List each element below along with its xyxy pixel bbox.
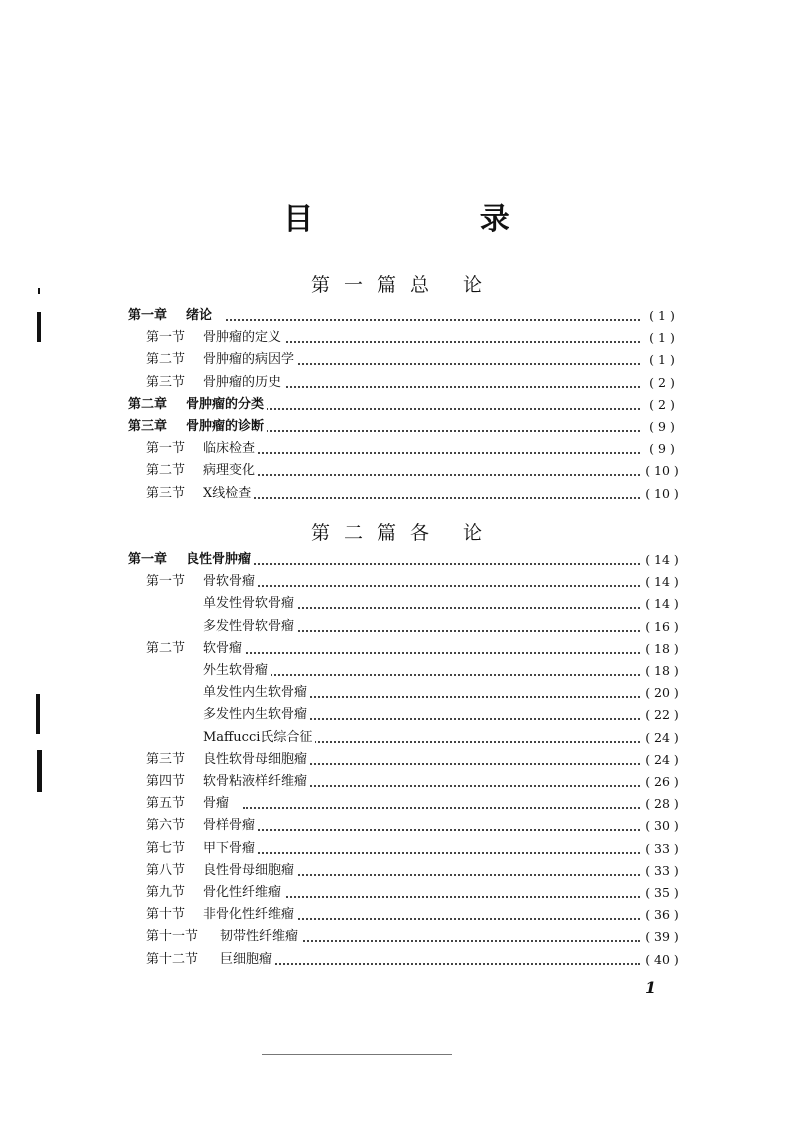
toc-entry[interactable]: [0, 438, 793, 460]
toc-entry-label: 第三章: [128, 419, 168, 434]
toc-entry-page: ( 26 ): [645, 774, 679, 789]
toc-entry-page: ( 36 ): [645, 907, 679, 923]
toc-entry[interactable]: [0, 549, 793, 571]
toc-entry[interactable]: [0, 682, 793, 704]
toc-entry-page: ( 9 ): [649, 441, 675, 457]
toc-leader-dots: [226, 430, 640, 432]
toc-entry-label: 第九节: [146, 885, 186, 900]
toc-leader-dots: [243, 918, 640, 920]
toc-entry-label: 第一节: [146, 441, 186, 457]
toc-entry-label: 第二节: [146, 352, 186, 368]
toc-entry-title: 骨化性纤维瘤: [203, 882, 284, 904]
toc-entry[interactable]: [0, 305, 793, 327]
toc-entry-title: 多发性内生软骨瘤: [203, 704, 310, 726]
toc-entry-title: 临床检查: [203, 438, 258, 460]
toc-entry-title: 病理变化: [203, 460, 258, 482]
toc-leader-dots: [243, 585, 640, 587]
toc-entry-title: 骨肿瘤的定义: [203, 327, 284, 349]
toc-leader-dots: [243, 386, 640, 388]
toc-entry-title: 外生软骨瘤: [203, 660, 271, 682]
toc-entry[interactable]: [0, 327, 793, 349]
toc-entry-title: 良性骨肿瘤: [186, 549, 254, 571]
toc-entry-label: 第二节: [146, 640, 186, 656]
toc-entry-title: 骨肿瘤的历史: [203, 372, 284, 394]
toc-leader-dots: [243, 852, 640, 854]
toc-entry-page: ( 33 ): [645, 840, 679, 856]
toc-entry-page: ( 16 ): [645, 618, 679, 634]
toc-entry[interactable]: [0, 727, 793, 749]
toc-entry-label: 第十二节: [146, 951, 199, 967]
toc-entry[interactable]: [0, 749, 793, 771]
toc-entry-label: 第一节: [146, 330, 186, 346]
toc-leader-dots: [226, 408, 640, 410]
toc-entry-page: ( 18 ): [645, 663, 679, 678]
toc-entry[interactable]: [0, 349, 793, 371]
toc-leader-dots: [243, 497, 640, 499]
toc-entry-page: ( 1 ): [649, 330, 675, 346]
toc-entry-page: ( 24 ): [645, 729, 679, 745]
toc-entry-page: ( 2 ): [649, 396, 675, 412]
toc-leader-dots: [243, 652, 640, 654]
toc-entry-page: ( 10 ): [645, 485, 679, 501]
toc-leader-dots: [226, 563, 640, 565]
toc-entry-title: 骨软骨瘤: [203, 571, 258, 593]
toc-leader-dots: [243, 607, 640, 609]
toc-entry-page: ( 30 ): [645, 818, 679, 834]
toc-entry-title: 甲下骨瘤: [203, 838, 258, 860]
toc-entry-title: 韧带性纤维瘤: [220, 926, 301, 948]
scan-mark: [37, 312, 41, 342]
toc-entry-title: X线检查: [203, 483, 254, 505]
toc-entry-page: ( 20 ): [645, 685, 679, 701]
toc-entry-label: 第七节: [146, 840, 186, 856]
toc-entry-title: 非骨化性纤维瘤: [203, 904, 297, 926]
toc-entry-title: 骨瘤: [203, 793, 232, 815]
toc-entry-title: 多发性骨软骨瘤: [203, 616, 297, 638]
toc-entry-title: 骨肿瘤的分类: [186, 394, 267, 416]
toc-entry[interactable]: [0, 815, 793, 837]
toc-entry[interactable]: [0, 593, 793, 615]
toc-entry-page: ( 9 ): [649, 419, 675, 434]
toc-entry-page: ( 28 ): [645, 796, 679, 812]
toc-entry-page: ( 10 ): [645, 463, 679, 479]
toc-entry-title: 良性骨母细胞瘤: [203, 860, 297, 882]
toc-entry-label: 第一章: [128, 552, 168, 567]
page-title: 目 录: [283, 202, 588, 237]
toc-entry-page: ( 39 ): [645, 929, 679, 945]
toc-entry[interactable]: [0, 638, 793, 660]
toc-leader-dots: [260, 940, 640, 942]
toc-entry[interactable]: [0, 838, 793, 860]
toc-entry-label: 第五节: [146, 796, 186, 812]
toc-leader-dots: [243, 630, 640, 632]
toc-entry-page: ( 35 ): [645, 885, 679, 900]
toc-leader-dots: [243, 874, 640, 876]
toc-entry[interactable]: [0, 660, 793, 682]
toc-entry-page: ( 14 ): [645, 574, 679, 590]
toc-entry[interactable]: [0, 616, 793, 638]
toc-entry-label: 第二节: [146, 463, 186, 479]
toc-leader-dots: [243, 363, 640, 365]
toc-entry-label: 第三节: [146, 485, 186, 501]
toc-entry[interactable]: [0, 882, 793, 904]
toc-entry-page: ( 14 ): [645, 552, 679, 567]
toc-leader-dots: [243, 829, 640, 831]
toc-entry-page: ( 40 ): [645, 951, 679, 967]
toc-entry-title: 单发性内生软骨瘤: [203, 682, 310, 704]
toc-entry[interactable]: [0, 793, 793, 815]
toc-entry-label: 第十一节: [146, 929, 199, 945]
toc-entry-title: 单发性骨软骨瘤: [203, 593, 297, 615]
toc-leader-dots: [243, 452, 640, 454]
toc-entry-page: ( 33 ): [645, 862, 679, 878]
toc-leader-dots: [243, 474, 640, 476]
toc-entry[interactable]: [0, 904, 793, 926]
toc-entry[interactable]: [0, 771, 793, 793]
toc-entry-label: 第四节: [146, 774, 186, 789]
toc-leader-dots: [260, 963, 640, 965]
toc-entry-title: 骨肿瘤的诊断: [186, 416, 267, 438]
toc-entry-page: ( 24 ): [645, 751, 679, 767]
toc-entry-label: 第三节: [146, 751, 186, 767]
toc-entry-title: 软骨瘤: [203, 638, 245, 660]
part2-heading: 第二篇各 论: [310, 522, 497, 544]
toc-entry-label: 第三节: [146, 374, 186, 390]
toc-entry-title: 绪论: [186, 305, 215, 327]
toc-entry[interactable]: [0, 416, 793, 438]
toc-entry-page: ( 1 ): [649, 352, 675, 368]
toc-entry-label: 第一节: [146, 574, 186, 590]
scan-mark: [37, 750, 42, 792]
toc-entry-title: Maffucci氏综合征: [203, 727, 315, 749]
page-number: 1: [645, 978, 657, 997]
toc-entry-title: 软骨粘液样纤维瘤: [203, 771, 310, 793]
scan-mark: [38, 288, 40, 294]
toc-entry-label: 第六节: [146, 818, 186, 834]
toc-entry-label: 第十节: [146, 907, 186, 923]
toc-entry[interactable]: [0, 704, 793, 726]
toc-leader-dots: [243, 674, 640, 676]
toc-entry-page: ( 1 ): [649, 308, 675, 323]
toc-entry-title: 良性软骨母细胞瘤: [203, 749, 310, 771]
toc-entry-title: 巨细胞瘤: [220, 949, 275, 971]
toc-leader-dots: [226, 319, 640, 321]
toc-entry-page: ( 22 ): [645, 707, 679, 723]
toc-entry[interactable]: [0, 926, 793, 948]
toc-entry-page: ( 2 ): [649, 374, 675, 390]
toc-entry[interactable]: [0, 571, 793, 593]
toc-entry[interactable]: [0, 460, 793, 482]
scan-rule: [262, 1054, 452, 1055]
toc-entry-label: 第一章: [128, 308, 168, 323]
toc-leader-dots: [243, 807, 640, 809]
toc-entry-title: 骨样骨瘤: [203, 815, 258, 837]
toc-entry-title: 骨肿瘤的病因学: [203, 349, 297, 371]
toc-entry[interactable]: [0, 483, 793, 505]
toc-entry-label: 第八节: [146, 862, 186, 878]
toc-entry[interactable]: [0, 394, 793, 416]
toc-entry-page: ( 18 ): [645, 640, 679, 656]
scan-mark: [36, 694, 40, 734]
toc-entry-label: 第二章: [128, 396, 168, 412]
toc-leader-dots: [243, 341, 640, 343]
toc-entry[interactable]: [0, 860, 793, 882]
toc-entry[interactable]: [0, 949, 793, 971]
toc-entry[interactable]: [0, 372, 793, 394]
toc-leader-dots: [243, 896, 640, 898]
toc-entry-page: ( 14 ): [645, 596, 679, 612]
part1-heading: 第一篇总 论: [310, 274, 497, 296]
